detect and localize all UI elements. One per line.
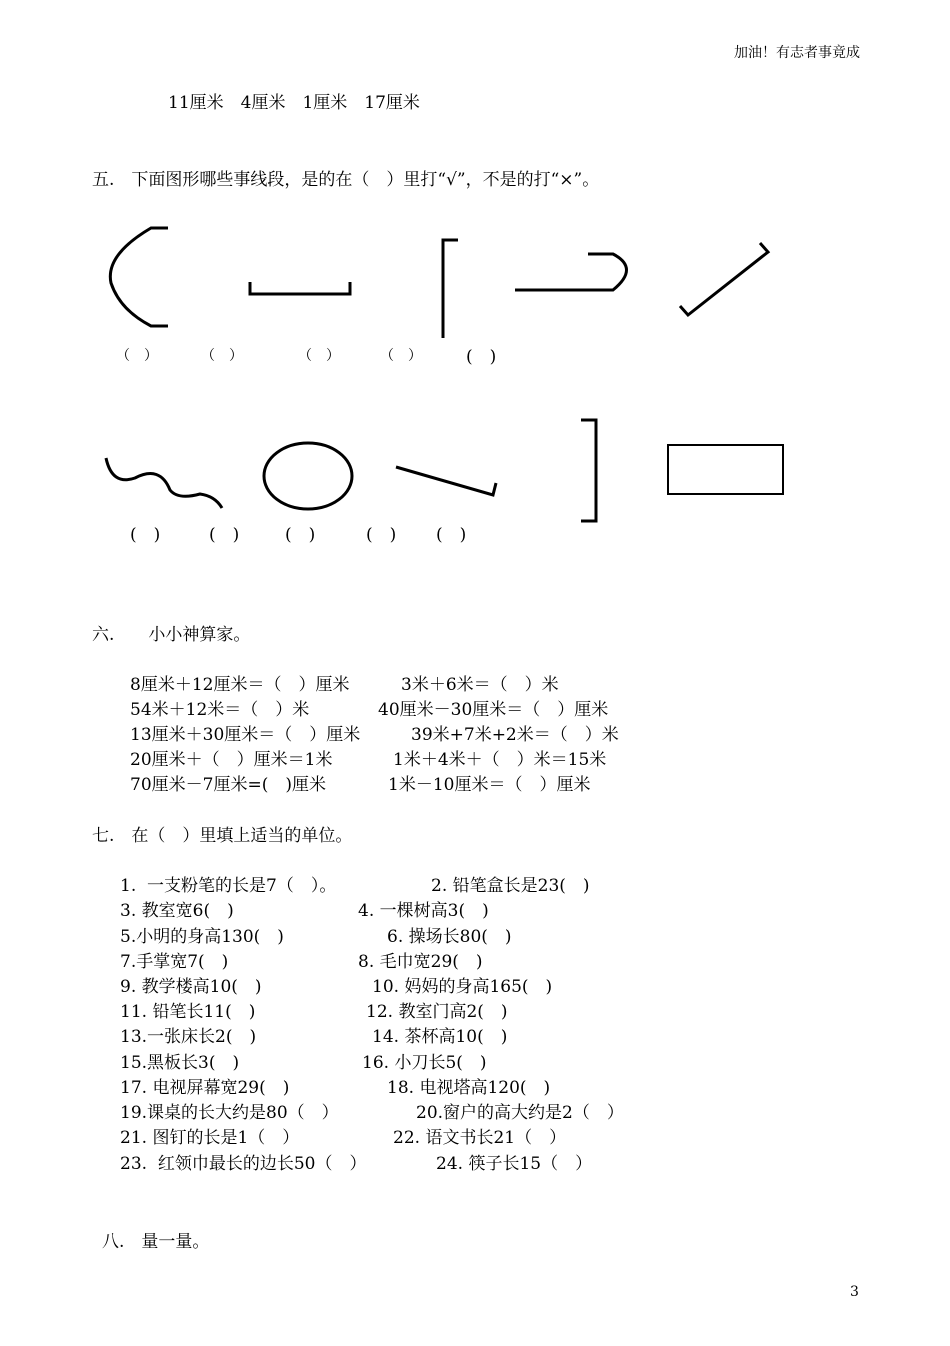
figure-ellipse [264,443,352,509]
unit-item-13: 13.一张床长2( ) [120,1027,257,1047]
calc-problem-6: 39米+7米+2米＝（ ）米 [411,725,619,745]
section5-title: 五. 下面图形哪些事线段，是的在（ ）里打“√”，不是的打“×”。 [92,170,600,190]
section6-title: 六. 小小神算家。 [92,625,251,645]
unit-item-6: 6. 操场长80( ) [387,927,512,947]
figure-curved-bracket [110,228,168,326]
figure-corner-line [443,240,458,338]
answer-blank-row1-5[interactable]: ( ) [466,347,497,367]
calc-problem-10: 1米－10厘米＝（ ）厘米 [388,775,591,795]
answer-blank-row2-1[interactable]: ( ) [130,525,161,545]
unit-item-14: 14. 茶杯高10( ) [372,1027,508,1047]
calc-problem-2: 3米＋6米＝（ ）米 [401,675,559,695]
figure-rectangle [668,445,783,494]
answer-blank-row2-2[interactable]: ( ) [209,525,240,545]
answer-blank-row1-4[interactable]: （ ） [380,348,422,364]
answer-blank-row2-5[interactable]: ( ) [436,525,467,545]
unit-item-10: 10. 妈妈的身高165( ) [372,977,553,997]
unit-item-18: 18. 电视塔高120( ) [387,1078,551,1098]
unit-item-17: 17. 电视屏幕宽29( ) [120,1078,290,1098]
calc-problem-4: 40厘米－30厘米＝（ ）厘米 [378,700,609,720]
calc-problem-3: 54米＋12米＝（ ）米 [130,700,310,720]
unit-item-2: 2. 铅笔盒长是23( ) [431,876,590,896]
unit-item-19: 19.课桌的长大约是80（ ） [120,1103,339,1123]
answer-blank-row2-3[interactable]: ( ) [285,525,316,545]
calc-problem-7: 20厘米＋（ ）厘米＝1米 [130,750,333,770]
figure-wavy-line [106,458,222,508]
length-options: 11厘米 4厘米 1厘米 17厘米 [168,93,420,113]
answer-blank-row1-3[interactable]: （ ） [298,348,340,364]
unit-item-1: 1. 一支粉笔的长是7（ ）。 [120,876,337,896]
unit-item-12: 12. 教室门高2( ) [366,1002,508,1022]
unit-item-7: 7.手掌宽7( ) [120,952,229,972]
unit-item-21: 21. 图钉的长是1（ ） [120,1128,300,1148]
unit-item-20: 20.窗户的高大约是2（ ） [416,1103,624,1123]
unit-item-15: 15.黑板长3( ) [120,1053,240,1073]
unit-item-16: 16. 小刀长5( ) [362,1053,487,1073]
figure-right-bracket [581,420,596,521]
figure-angled-segment [680,243,768,315]
unit-item-3: 3. 教室宽6( ) [120,901,234,921]
unit-item-22: 22. 语文书长21（ ） [393,1128,567,1148]
unit-item-8: 8. 毛巾宽29( ) [358,952,483,972]
figure-slanted-segment [396,467,496,495]
answer-blank-row1-2[interactable]: （ ） [201,348,243,364]
section7-title: 七. 在（ ）里填上适当的单位。 [92,826,353,846]
figure-line-with-hook [515,254,627,290]
unit-item-4: 4. 一棵树高3( ) [358,901,489,921]
unit-item-11: 11. 铅笔长11( ) [120,1002,256,1022]
unit-item-23: 23. 红领巾最长的边长50（ ） [120,1154,367,1174]
figure-u-bracket-segment [250,282,350,294]
page-number: 3 [850,1284,859,1300]
calc-problem-8: 1米＋4米＋（ ）米＝15米 [393,750,607,770]
calc-problem-1: 8厘米＋12厘米＝（ ）厘米 [130,675,350,695]
answer-blank-row2-4[interactable]: ( ) [366,525,397,545]
calc-problem-9: 70厘米－7厘米=( )厘米 [130,775,326,795]
unit-item-9: 9. 教学楼高10( ) [120,977,262,997]
calc-problem-5: 13厘米＋30厘米＝（ ）厘米 [130,725,361,745]
answer-blank-row1-1[interactable]: （ ） [116,348,158,364]
section8-title: 八. 量一量。 [102,1232,210,1252]
unit-item-5: 5.小明的身高130( ) [120,927,284,947]
header-motto: 加油！有志者事竟成 [734,45,860,61]
unit-item-24: 24. 筷子长15（ ） [436,1154,593,1174]
